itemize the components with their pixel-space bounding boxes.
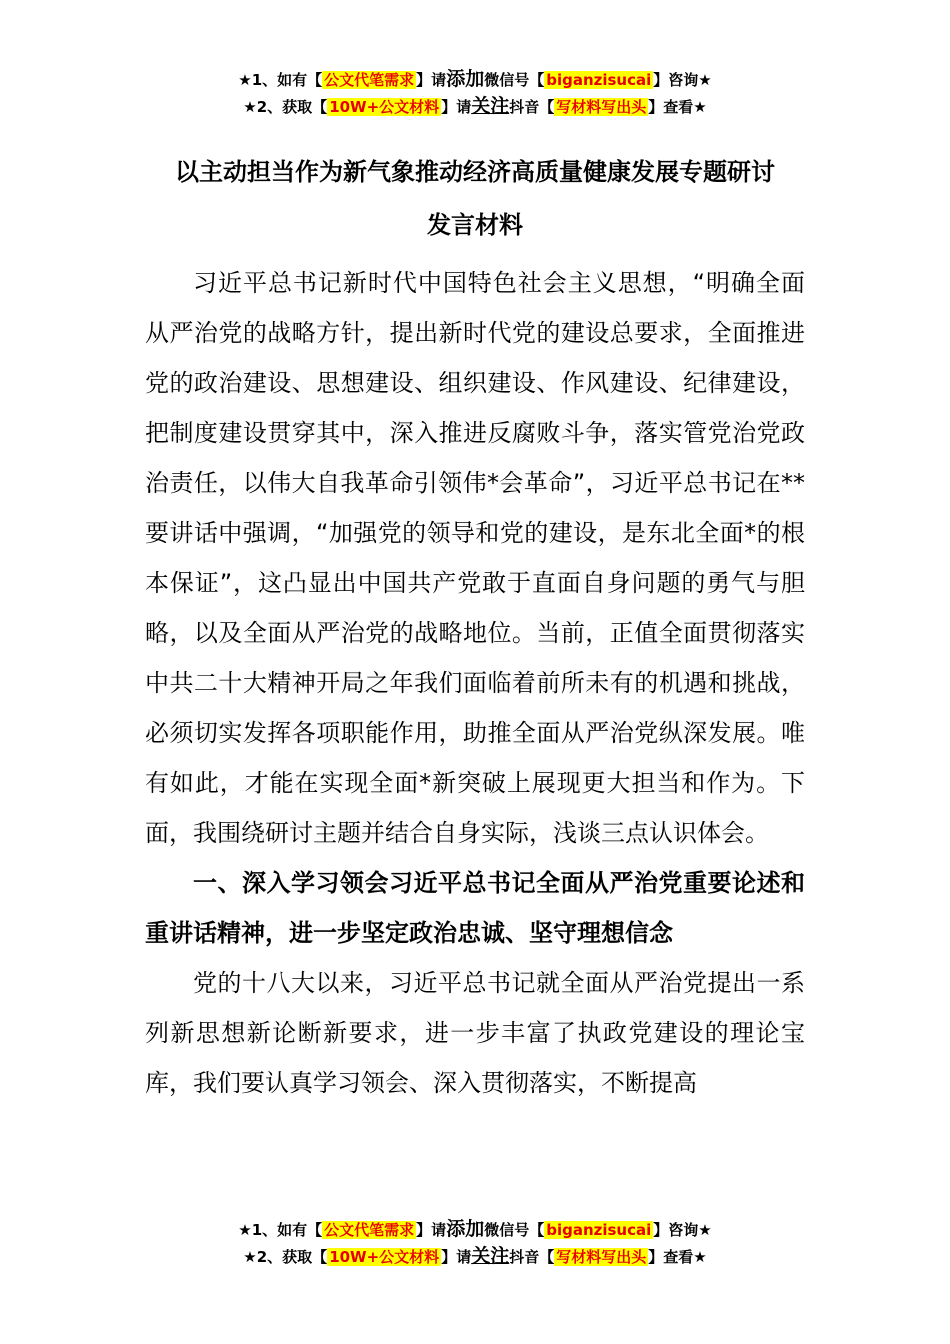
banner-text: 微信号【 [484, 71, 545, 89]
highlight-materials: 10W+公文材料 [329, 1248, 440, 1266]
banner-line-2 [0, 93, 950, 120]
banner-text: ★1、如有【 [238, 71, 323, 89]
banner-line-2 [0, 1243, 950, 1270]
header-banner [0, 66, 950, 120]
highlight-service: 公文代笔需求 [324, 71, 415, 89]
document-title [100, 146, 850, 252]
banner-text: 微信号【 [484, 1221, 545, 1239]
banner-text: ★2、获取【 [243, 1248, 328, 1266]
banner-text: ★2、获取【 [243, 98, 328, 116]
banner-text: 】请 [441, 1248, 472, 1266]
banner-emphasis: 关注 [471, 1245, 510, 1267]
banner-emphasis: 关注 [471, 95, 510, 117]
banner-text: 】咨询★ [653, 1221, 712, 1239]
highlight-wechat-id: biganzisucai [546, 1221, 652, 1239]
highlight-service: 公文代笔需求 [324, 1221, 415, 1239]
banner-text: 】查看★ [648, 98, 707, 116]
highlight-douyin-account: 写材料写出头 [556, 1248, 647, 1266]
footer-banner [0, 1216, 950, 1270]
document-body [145, 258, 805, 1108]
highlight-materials: 10W+公文材料 [329, 98, 440, 116]
title-line-1: 以主动担当作为新气象推动经济高质量健康发展专题研讨 [175, 158, 775, 186]
banner-text: 】查看★ [648, 1248, 707, 1266]
banner-text: 抖音【 [509, 98, 555, 116]
banner-text: ★1、如有【 [238, 1221, 323, 1239]
banner-emphasis: 添加 [446, 68, 485, 90]
banner-text: 】请 [416, 71, 447, 89]
banner-text: 】咨询★ [653, 71, 712, 89]
banner-line-1 [0, 1216, 950, 1243]
highlight-douyin-account: 写材料写出头 [556, 98, 647, 116]
banner-text: 】请 [441, 98, 472, 116]
section-heading: 一、深入学习领会习近平总书记全面从严治党重要论述和重讲话精神，进一步坚定政治忠诚、坚守理想信念 [145, 869, 805, 947]
banner-emphasis: 添加 [446, 1218, 485, 1240]
body-paragraph: 党的十八大以来，习近平总书记就全面从严治党提出一系列新思想新论断新要求，进一步丰富了执政党建设的理论宝库，我们要认真学习领会、深入贯彻落实，不断提高 [145, 969, 805, 1097]
banner-line-1 [0, 66, 950, 93]
banner-text: 抖音【 [509, 1248, 555, 1266]
banner-text: 】请 [416, 1221, 447, 1239]
title-line-2: 发言材料 [427, 211, 523, 239]
body-paragraph: 习近平总书记新时代中国特色社会主义思想，“明确全面从严治党的战略方针，提出新时代党的建设总要求，全面推进党的政治建设、思想建设、组织建设、作风建设、纪律建设，把制度建设贯穿其中，深入推进反腐败斗争，落实管党治党政治责任，以伟大自我革命引领伟*会革命”，习近平总书记在**要讲话中强调，“加强党的领导和党的建设，是东北全面*的根本保证”，这凸显出中国共产党敢于直面自身问题的勇气与胆略，以及全面从严治党的战略地位。当前，正值全面贯彻落实中共二十大精神开局之年我们面临着前所未有的机遇和挑战，必须切实发挥各项职能作用，助推全面从严治党纵深发展。唯有如此，才能在实现全面*新突破上展现更大担当和作为。下面，我围绕研讨主题并结合自身实际，浅谈三点认识体会。 [145, 269, 805, 847]
highlight-wechat-id: biganzisucai [546, 71, 652, 89]
